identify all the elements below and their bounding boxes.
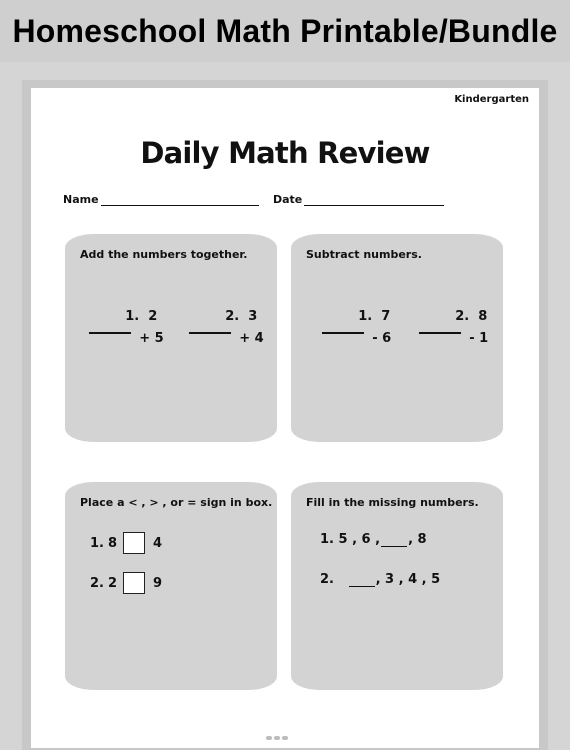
name-line xyxy=(101,204,259,206)
answer-blank[interactable] xyxy=(381,545,407,547)
missing-numbers-card xyxy=(291,482,503,690)
answer-box[interactable] xyxy=(123,572,145,594)
addition-card xyxy=(65,234,277,442)
problem-number: 2. xyxy=(225,309,240,324)
date-field xyxy=(273,193,444,206)
compare-card xyxy=(65,482,277,690)
problem-bottom: + 4 xyxy=(239,331,264,346)
worksheet xyxy=(31,88,539,748)
dot-icon xyxy=(274,736,280,740)
page-dots xyxy=(266,736,288,740)
missing-line-2 xyxy=(320,572,440,587)
addition-problem-1 xyxy=(89,284,164,346)
problem-bottom: - 6 xyxy=(372,331,392,346)
compare-instruction: Place a < , > , or = sign in box. xyxy=(80,496,273,509)
date-label: Date xyxy=(273,193,303,206)
dot-icon xyxy=(282,736,288,740)
sequence-end: , 8 xyxy=(408,532,427,547)
problem-top: 2 xyxy=(148,309,158,324)
answer-box[interactable] xyxy=(123,532,145,554)
dot-icon xyxy=(266,736,272,740)
problem-top: 7 xyxy=(381,309,391,324)
date-line xyxy=(304,204,444,206)
subtraction-problem-2 xyxy=(419,284,489,346)
addition-problem-2 xyxy=(189,284,264,346)
problem-bottom: + 5 xyxy=(139,331,164,346)
name-label: Name xyxy=(63,193,99,206)
problem-top: 3 xyxy=(248,309,258,324)
problem-number: 1. xyxy=(125,309,140,324)
compare-item-2 xyxy=(90,572,162,594)
answer-blank[interactable] xyxy=(349,585,375,587)
sequence-start: 5 , 6 , xyxy=(338,532,381,547)
compare-left: 2 xyxy=(107,575,118,591)
problem-number: 1. xyxy=(358,309,373,324)
name-field xyxy=(63,193,259,206)
compare-item-1 xyxy=(90,532,162,554)
compare-right: 4 xyxy=(153,535,163,551)
sequence-rest: , 3 , 4 , 5 xyxy=(375,572,441,587)
line-number: 2. xyxy=(320,572,334,587)
subtraction-card xyxy=(291,234,503,442)
compare-number: 1. xyxy=(90,535,104,551)
banner-title: Homeschool Math Printable/Bundle xyxy=(12,12,558,49)
grade-label: Kindergarten xyxy=(454,94,529,105)
problem-top: 8 xyxy=(478,309,488,324)
line-number: 1. xyxy=(320,532,334,547)
problem-number: 2. xyxy=(455,309,470,324)
compare-number: 2. xyxy=(90,575,104,591)
worksheet-title: Daily Math Review xyxy=(140,136,430,170)
banner xyxy=(0,0,570,62)
addition-instruction: Add the numbers together. xyxy=(80,248,248,261)
compare-right: 9 xyxy=(153,575,163,591)
subtraction-problem-1 xyxy=(322,284,392,346)
missing-line-1 xyxy=(320,532,427,547)
subtraction-instruction: Subtract numbers. xyxy=(306,248,422,261)
missing-instruction: Fill in the missing numbers. xyxy=(306,496,479,509)
problem-bottom: - 1 xyxy=(469,331,489,346)
compare-left: 8 xyxy=(107,535,118,551)
